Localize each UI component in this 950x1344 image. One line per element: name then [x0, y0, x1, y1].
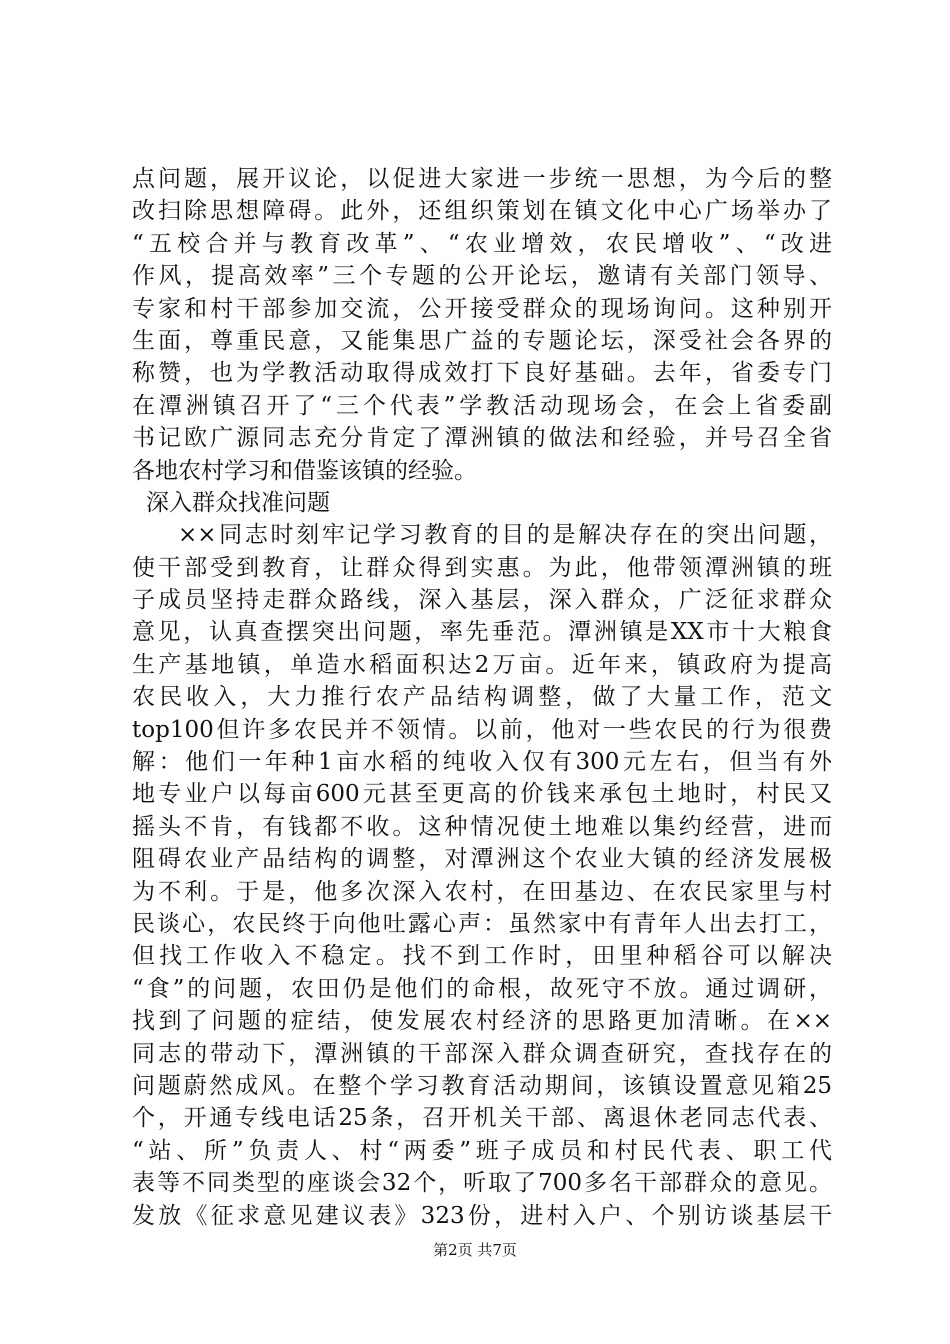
paragraph-line: 民谈心，农民终于向他吐露心声：虽然家中有青年人出去打工，: [132, 910, 832, 937]
paragraph-line: 使干部受到教育，让群众得到实惠。为此，他带领潭洲镇的班: [132, 554, 832, 581]
paragraph-line: 点问题，展开议论，以促进大家进一步统一思想，为今后的整: [132, 166, 832, 192]
paragraph-line: 在潭洲镇召开了“三个代表”学教活动现场会，在会上省委副: [132, 392, 832, 419]
paragraph-line: 生产基地镇，单造水稻面积达2万亩。近年来，镇政府为提高: [132, 651, 832, 678]
paragraph-line: 生面，尊重民意，又能集思广益的专题论坛，深受社会各界的: [132, 327, 832, 354]
paragraph-line: 地专业户以每亩600元甚至更高的价钱来承包土地时，村民又: [132, 781, 832, 808]
paragraph-line: 书记欧广源同志充分肯定了潭洲镇的做法和经验，并号召全省: [132, 425, 832, 452]
paragraph-line: 解：他们一年种1亩水稻的纯收入仅有300元左右，但当有外: [132, 749, 832, 776]
paragraph-line: 为不利。于是，他多次深入农村，在田基边、在农民家里与村: [132, 878, 832, 905]
paragraph-line: 专家和村干部参加交流，公开接受群众的现场询问。这种别开: [132, 295, 832, 322]
paragraph-line: 子成员坚持走群众路线，深入基层，深入群众，广泛征求群众: [132, 587, 832, 614]
paragraph-line: 摇头不肯，有钱都不收。这种情况使土地难以集约经营，进而: [132, 813, 832, 840]
paragraph-line: 各地农村学习和借鉴该镇的经验。: [132, 457, 477, 484]
paragraph-line: 农民收入，大力推行农产品结构调整，做了大量工作，范文: [132, 684, 832, 711]
paragraph-line: 发放《征求意见建议表》323份，进村入户、个别访谈基层干: [132, 1202, 832, 1229]
paragraph-line: top100但许多农民并不领情。以前，他对一些农民的行为很费: [132, 716, 832, 743]
paragraph-line: 个，开通专线电话25条，召开机关干部、离退休老同志代表、: [132, 1105, 832, 1132]
page-number-footer: 第2页 共7页: [433, 1241, 517, 1259]
body-text: [132, 163, 832, 1232]
paragraph-line: 但找工作收入不稳定。找不到工作时，田里种稻谷可以解决: [132, 943, 832, 970]
paragraph-line: 同志的带动下，潭洲镇的干部深入群众调查研究，查找存在的: [132, 1040, 832, 1067]
paragraph-line: “食”的问题，农田仍是他们的命根，故死守不放。通过调研，: [132, 975, 832, 1002]
paragraph-line: 称赞，也为学教活动取得成效打下良好基础。去年，省委专门: [132, 360, 832, 387]
paragraph-line: 改扫除思想障碍。此外，还组织策划在镇文化中心广场举办了: [132, 198, 832, 225]
paragraph-line: “站、所”负责人、村“两委”班子成员和村民代表、职工代: [132, 1137, 832, 1164]
paragraph-line: 意见，认真查摆突出问题，率先垂范。潭洲镇是XX市十大粮食: [132, 619, 832, 646]
paragraph-line: “五校合并与教育改革”、“农业增效，农民增收”、“改进: [132, 230, 832, 257]
section-heading: 深入群众找准问题: [146, 489, 330, 516]
paragraph-line: 表等不同类型的座谈会32个，听取了700多名干部群众的意见。: [132, 1170, 832, 1197]
paragraph-line: ××同志时刻牢记学习教育的目的是解决存在的突出问题，: [178, 522, 832, 549]
paragraph-line: 阻碍农业产品结构的调整，对潭洲这个农业大镇的经济发展极: [132, 846, 832, 873]
paragraph-line: 作风，提高效率”三个专题的公开论坛，邀请有关部门领导、: [132, 263, 832, 290]
paragraph-line: 问题蔚然成风。在整个学习教育活动期间，该镇设置意见箱25: [132, 1072, 832, 1099]
paragraph-line: 找到了问题的症结，使发展农村经济的思路更加清晰。在××: [132, 1008, 832, 1035]
